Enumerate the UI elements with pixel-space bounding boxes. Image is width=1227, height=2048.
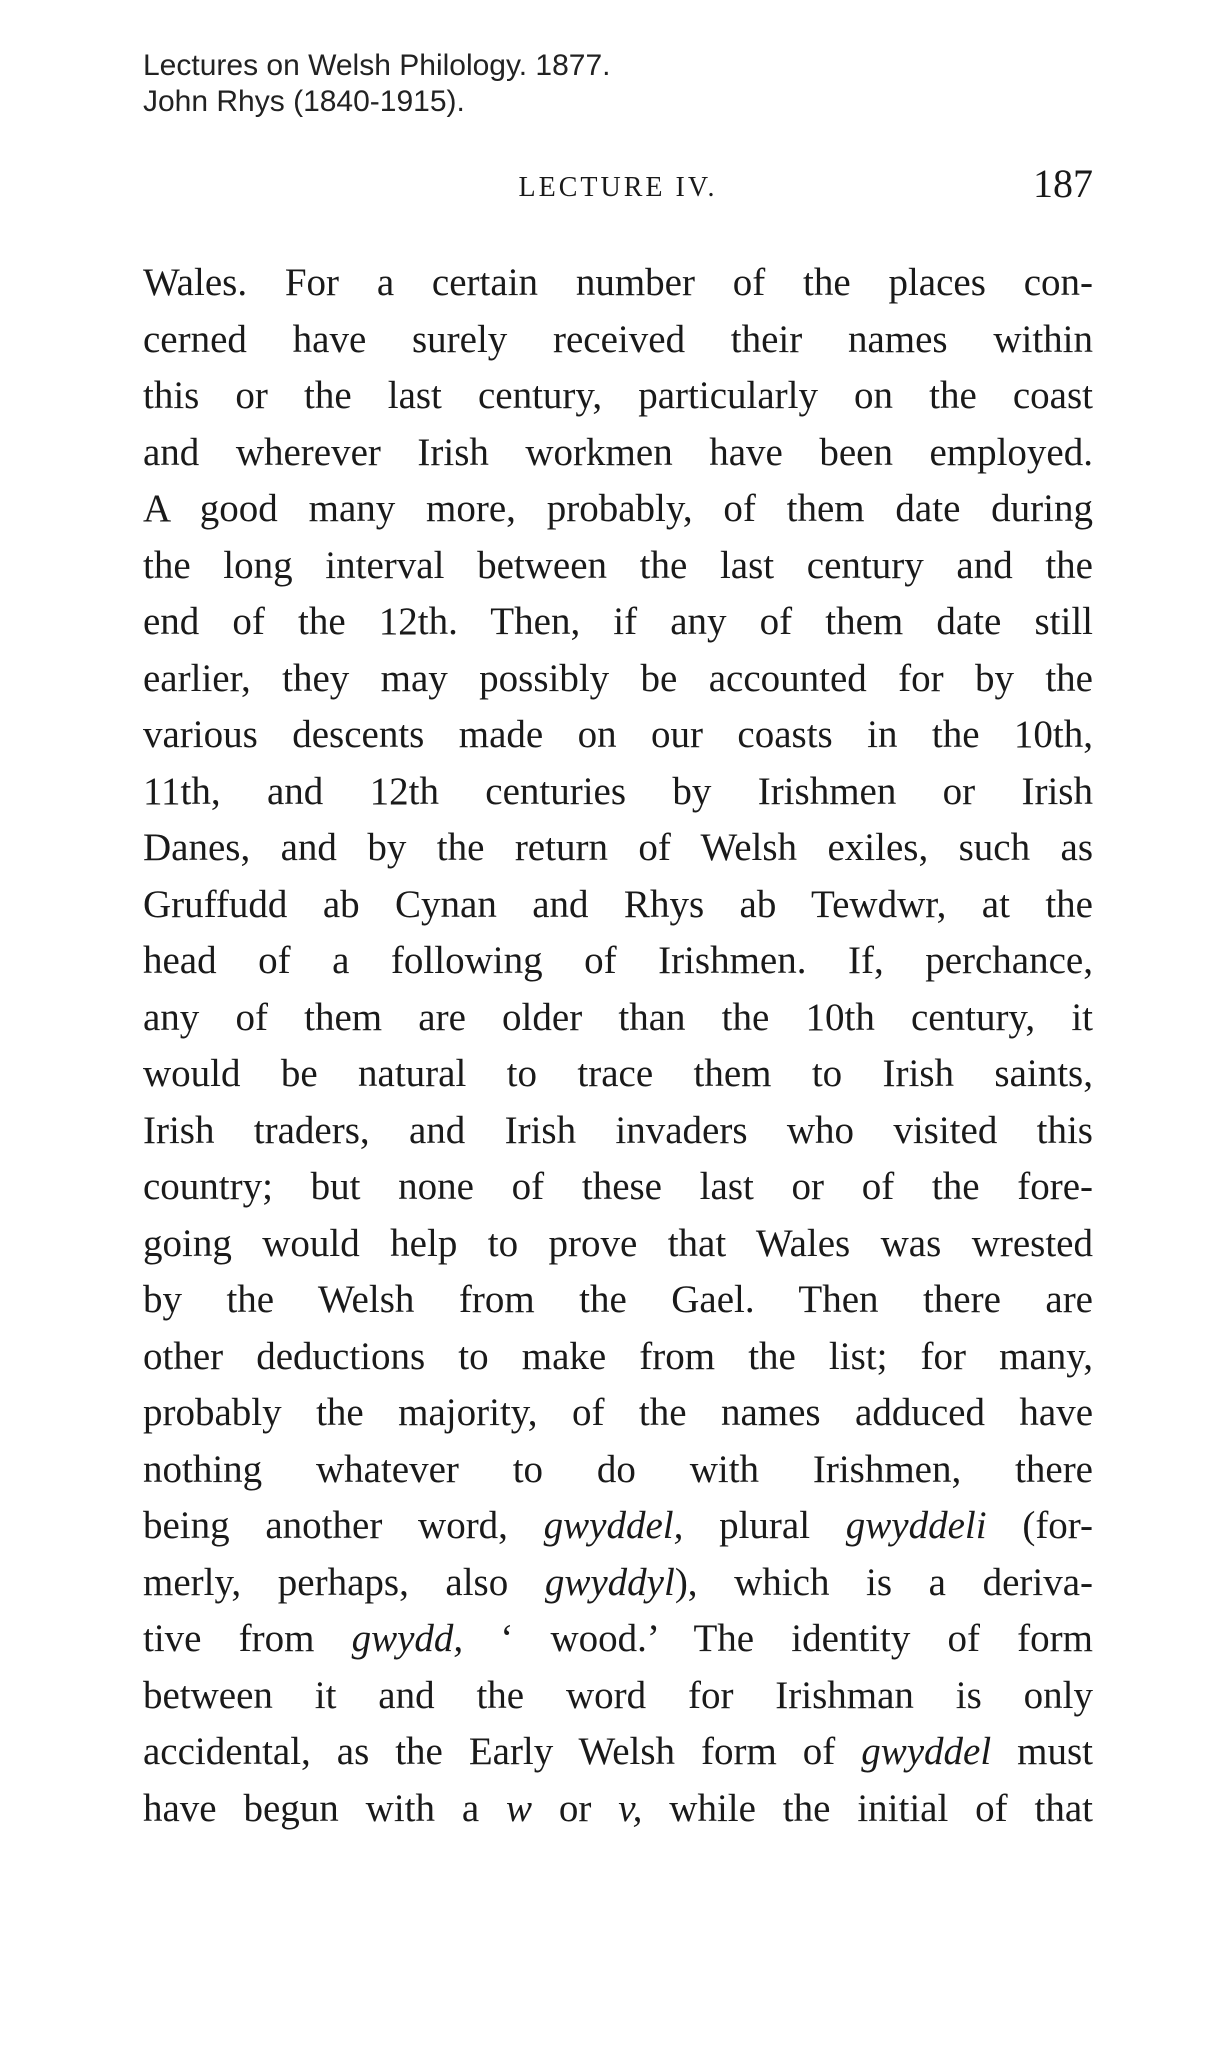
text-line: cerned have surely received their names within: [143, 317, 1093, 361]
text-line: the long interval between the last century and the: [143, 543, 1093, 587]
source-caption: [143, 48, 611, 120]
text-run: plural: [683, 1504, 846, 1547]
text-line: Danes, and by the return of Welsh exiles, such as: [143, 826, 1093, 869]
italic-word: gwydd,: [351, 1617, 464, 1660]
running-head: [143, 160, 1093, 210]
text-run: ), which is a deriva-: [674, 1560, 1093, 1604]
text-line: any of them are older than the 10th century, it: [143, 995, 1093, 1039]
italic-word: v,: [618, 1786, 643, 1830]
text-run: have begun with a: [143, 1786, 507, 1830]
text-line: other deductions to make from the list; for many,: [143, 1334, 1093, 1378]
body-text: [143, 255, 1093, 1837]
text-line: earlier, they may possibly be accounted for by the: [143, 656, 1093, 700]
page-number: 187: [1033, 161, 1093, 206]
text-line: nothing whatever to do with Irishmen, there: [143, 1447, 1093, 1491]
text-run: while the initial of that: [642, 1786, 1093, 1830]
text-run: or: [532, 1786, 619, 1830]
text-line: by the Welsh from the Gael. Then there are: [143, 1278, 1093, 1321]
text-line: A good many more, probably, of them date during: [143, 487, 1093, 530]
italic-word: w: [506, 1786, 533, 1830]
text-line: Gruffudd ab Cynan and Rhys ab Tewdwr, at the: [143, 882, 1093, 926]
text-line: [143, 1611, 1093, 1668]
text-run: merly, perhaps, also: [143, 1560, 545, 1604]
text-line: Wales. For a certain number of the places con-: [143, 261, 1093, 304]
text-line: [143, 1498, 1093, 1555]
text-line: between it and the word for Irishman is only: [143, 1673, 1093, 1717]
text-line: country; but none of these last or of the fore-: [143, 1165, 1093, 1208]
text-line: [143, 1555, 1093, 1612]
italic-word: gwyddeli: [845, 1504, 987, 1547]
source-title: Lectures on Welsh Philology. 1877.: [143, 49, 611, 82]
source-author: John Rhys (1840-1915).: [143, 85, 465, 118]
text-run: ‘ wood.’ The identity of form: [463, 1617, 1093, 1660]
italic-word: gwyddel: [861, 1730, 992, 1773]
italic-word: gwyddyl: [544, 1560, 675, 1604]
text-line: [143, 1724, 1093, 1781]
text-run: being another word,: [143, 1504, 544, 1547]
text-line: 11th, and 12th centuries by Irishmen or Irish: [143, 769, 1093, 813]
text-line: Irish traders, and Irish invaders who visited this: [143, 1108, 1093, 1152]
running-title: LECTURE IV.: [518, 172, 718, 203]
text-run: tive from: [143, 1617, 352, 1660]
text-line: end of the 12th. Then, if any of them date still: [143, 600, 1093, 643]
italic-word: gwyddel,: [543, 1504, 684, 1547]
text-line: would be natural to trace them to Irish saints,: [143, 1052, 1093, 1095]
text-line: [143, 1781, 1093, 1838]
text-line: head of a following of Irishmen. If, perchance,: [143, 939, 1093, 982]
text-run: (for-: [986, 1504, 1093, 1547]
text-run: must: [991, 1730, 1093, 1773]
text-line: and wherever Irish workmen have been employed.: [143, 430, 1093, 474]
text-line: this or the last century, particularly on the coast: [143, 374, 1093, 417]
text-line: various descents made on our coasts in the 10th,: [143, 713, 1093, 756]
text-line: probably the majority, of the names adduced have: [143, 1391, 1093, 1434]
text-line: going would help to prove that Wales was wrested: [143, 1221, 1093, 1265]
text-run: accidental, as the Early Welsh form of: [143, 1730, 862, 1773]
